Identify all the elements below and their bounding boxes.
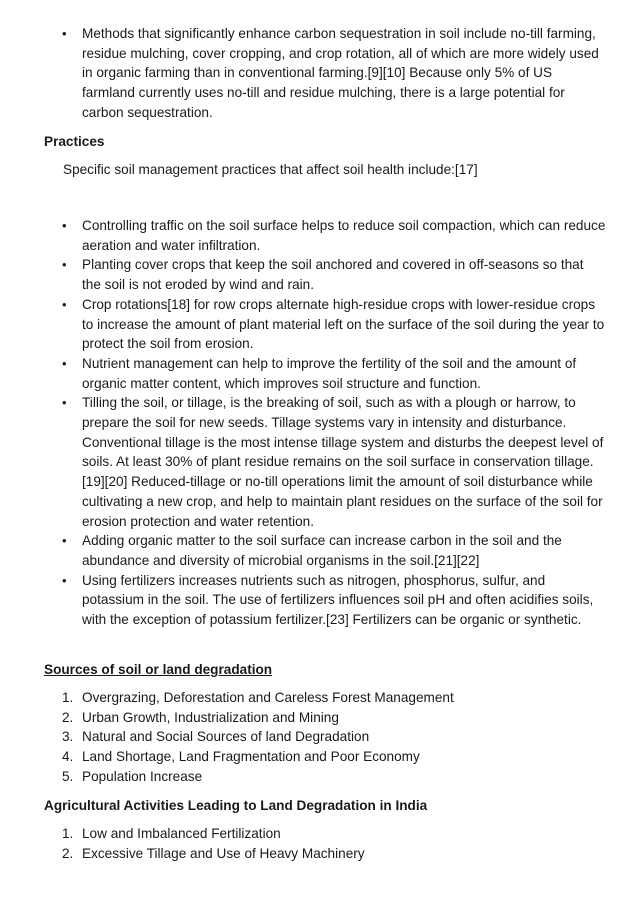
sources-numbered-list [44, 688, 604, 787]
list-item-number: 5. [62, 768, 74, 784]
list-item [44, 571, 606, 630]
list-item-text: Planting cover crops that keep the soil anchored and covered in off-seasons so that the soil is not eroded by wind and rain. [82, 257, 584, 293]
section-heading-agricultural: Agricultural Activities Leading to Land Degradation in India [44, 798, 428, 813]
list-item [44, 727, 604, 747]
list-item [44, 216, 606, 255]
list-item-text: Population Increase [82, 768, 203, 784]
section-heading-sources: Sources of soil or land degradation [44, 662, 273, 677]
list-item [44, 393, 606, 531]
list-item-text: Crop rotations[18] for row crops alternate high-residue crops with lower-residue crops to increase the amount of plant material left on the surface of the soil during the year to protect the soil from erosion. [82, 296, 605, 352]
list-item [44, 295, 606, 354]
practices-bullet-list [44, 216, 606, 630]
list-item-text: Land Shortage, Land Fragmentation and Poor Economy [82, 749, 420, 765]
list-item-text: Tilling the soil, or tillage, is the breaking of soil, such as with a plough or harrow, to prepare the soil for new seeds. Tillage systems vary in intensity and disturbance. Conventional tillage is the most intense tillage system and disturbs the deepest level of soils. At least 30% of plant residue remains on the soil surface in conservation tillage.[19][20] Reduced-tillage or no-till operations limit the amount of soil disturbance while cultivating a new crop, and help to maintain plant residues on the surface of the soil for erosion protection and water retention. [82, 395, 604, 529]
list-item-text: Nutrient management can help to improve the fertility of the soil and the amount of organic matter content, which improves soil structure and function. [82, 355, 577, 391]
list-item-text: Overgrazing, Deforestation and Careless Forest Management [82, 690, 454, 705]
list-item [44, 255, 606, 294]
list-item-number: 2. [62, 709, 74, 725]
list-item [44, 767, 604, 787]
section-heading-practices: Practices [44, 134, 105, 149]
list-item [44, 844, 604, 864]
list-item-text: Adding organic matter to the soil surface can increase carbon in the soil and the abundance and diversity of microbial organisms in the soil.[21][22] [82, 533, 562, 568]
practices-intro: Specific soil management practices that affect soil health include:[17] [63, 162, 478, 177]
list-item [44, 531, 606, 570]
list-item-text: Controlling traffic on the soil surface helps to reduce soil compaction, which can reduce aeration and water infiltration. [82, 218, 606, 253]
intro-bullet-list [44, 24, 606, 123]
list-item [44, 24, 606, 123]
agri-numbered-list [44, 824, 604, 863]
list-item-number: 2. [62, 845, 74, 861]
list-item [44, 747, 604, 767]
list-item-text: Natural and Social Sources of land Degradation [82, 729, 370, 745]
list-item-text: Using fertilizers increases nutrients such as nitrogen, phosphorus, sulfur, and potassium in the soil. The use of fertilizers influences soil pH and often acidifies soils, with the exception of potassium fertilizer.[23] Fertilizers can be organic or synthetic. [82, 572, 594, 628]
list-item [44, 688, 604, 708]
list-item [44, 824, 604, 844]
list-item-number: 4. [62, 749, 74, 765]
list-item-text: Low and Imbalanced Fertilization [82, 826, 281, 841]
list-item-number: 1. [62, 690, 74, 705]
list-item-text: Excessive Tillage and Use of Heavy Machinery [82, 845, 365, 861]
list-item-text: Methods that significantly enhance carbon sequestration in soil include no-till farming, residue mulching, cover cropping, and crop rotation, all of which are more widely used in organic farming than in conventional farming.[9][10] Because only 5% of US farmland currently uses no-till and residue mulching, there is a large potential for carbon sequestration. [82, 26, 599, 120]
list-item [44, 354, 606, 393]
list-item-number: 3. [62, 729, 74, 745]
list-item-text: Urban Growth, Industrialization and Mining [82, 709, 339, 725]
list-item-number: 1. [62, 826, 74, 841]
list-item [44, 708, 604, 728]
